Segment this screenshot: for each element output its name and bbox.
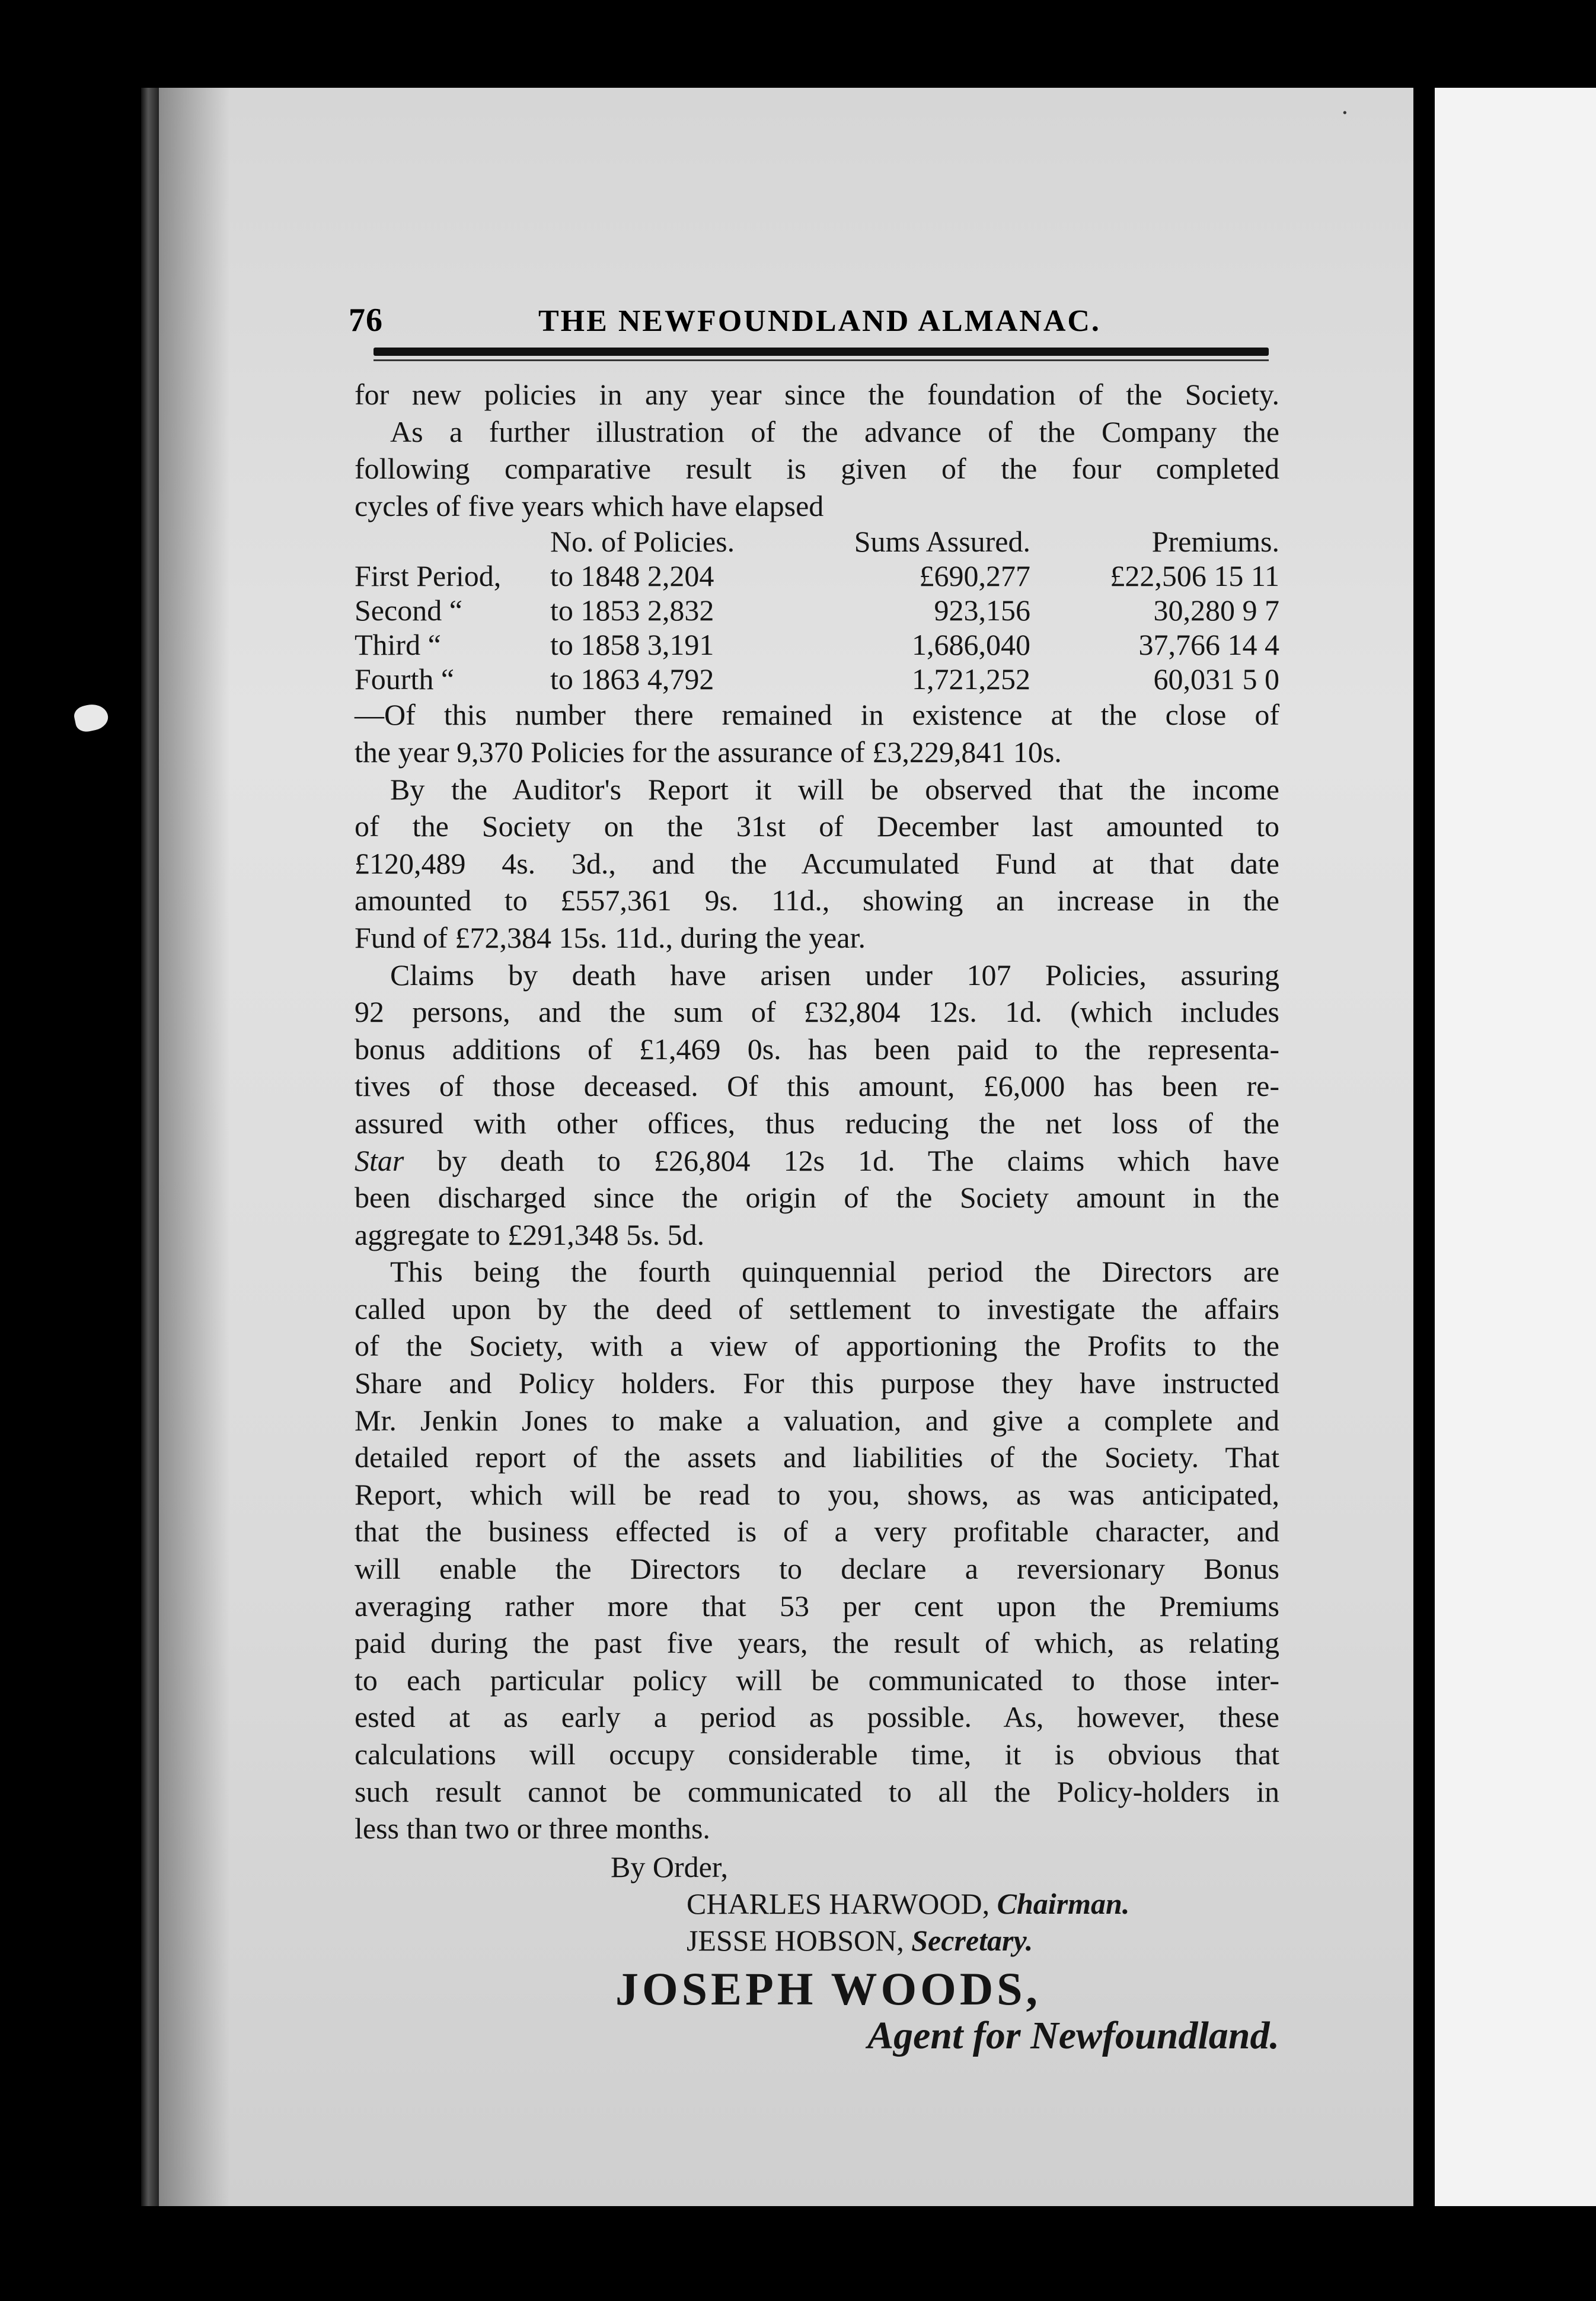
text-line: that the business effected is of a very profitable character, and <box>355 1515 1279 1548</box>
text-line: to each particular policy will be communicated to those inter- <box>355 1663 1279 1697</box>
period-cell: Third “ <box>355 628 441 662</box>
paper-stain <box>72 702 110 734</box>
column-header-policies: No. of Policies. <box>550 525 735 559</box>
policies-cell: to 1853 2,832 <box>550 594 714 627</box>
text-line: Share and Policy holders. For this purpose they have instructed <box>355 1366 1279 1400</box>
text-line: cycles of five years which have elapsed <box>355 489 824 522</box>
column-header-sums: Sums Assured. <box>854 525 1030 559</box>
text-line: Claims by death have arisen under 107 Policies, assuring <box>390 958 1279 992</box>
facing-page-edge <box>1435 88 1596 2206</box>
text-line: By the Auditor's Report it will be observed that the income <box>390 772 1279 806</box>
text-line: averaging rather more that 53 per cent upon the Premiums <box>355 1589 1279 1623</box>
policies-cell: to 1863 4,792 <box>550 662 714 696</box>
text-line: Report, which will be read to you, shows, as was anticipated, <box>355 1477 1279 1511</box>
table-row <box>355 559 1279 593</box>
chairman-line <box>355 1885 1279 1922</box>
text-line: This being the fourth quinquennial period the Directors are <box>390 1255 1279 1289</box>
agent-title-line <box>355 2013 1279 2058</box>
premiums-cell: 37,766 14 4 <box>1138 628 1279 662</box>
text-line: will enable the Directors to declare a reversionary Bonus <box>355 1552 1279 1586</box>
text-line: As a further illustration of the advance of the Company the <box>390 415 1279 448</box>
table-row <box>355 662 1279 696</box>
text-line: less than two or three months. <box>355 1812 710 1846</box>
text-line: of the Society, with a view of apportioning the Profits to the <box>355 1329 1279 1363</box>
table-row <box>355 627 1279 662</box>
header-rule-thin <box>374 359 1269 361</box>
text-line: calculations will occupy considerable time, it is obvious that <box>355 1738 1279 1771</box>
running-title: THE NEWFOUNDLAND ALMANAC. <box>538 304 1101 338</box>
page-gutter-shadow <box>159 88 230 2206</box>
page-body <box>355 376 1279 2058</box>
sums-cell: 923,156 <box>934 594 1030 627</box>
text-line: for new policies in any year since the foundation of the Society. <box>355 378 1279 411</box>
table-row <box>355 593 1279 627</box>
period-cell: First Period, <box>355 559 502 593</box>
secretary-title: Secretary. <box>911 1923 1033 1957</box>
text-line-rest: by death to £26,804 12s 1d. The claims which have <box>437 1143 1279 1177</box>
text-line: Mr. Jenkin Jones to make a valuation, and give a complete and <box>355 1403 1279 1437</box>
paragraph-1 <box>355 376 1279 524</box>
secretary-line <box>355 1922 1279 1959</box>
premiums-cell: 30,280 9 7 <box>1153 594 1279 627</box>
text-line: Fund of £72,384 15s. 11d., during the year. <box>355 920 866 954</box>
text-line: 92 persons, and the sum of £32,804 12s. 1d. (which includes <box>355 995 1279 1029</box>
book-spine <box>141 88 159 2206</box>
sums-cell: £690,277 <box>919 559 1030 593</box>
text-line: the year 9,370 Policies for the assurance of £3,229,841 10s. <box>355 735 1062 769</box>
policies-cell: to 1848 2,204 <box>550 559 714 593</box>
text-line: of the Society on the 31st of December last amounted to <box>355 810 1279 843</box>
text-line: been discharged since the origin of the Society amount in the <box>355 1181 1279 1215</box>
paragraph-2 <box>355 696 1279 770</box>
text-line <box>355 1142 1279 1180</box>
paragraph-5 <box>355 1253 1279 1847</box>
agent-title: Agent for Newfoundland. <box>867 2013 1279 2057</box>
text-line: called upon by the deed of settlement to investigate the affairs <box>355 1292 1279 1325</box>
sums-cell: 1,721,252 <box>912 662 1030 696</box>
text-line: assured with other offices, thus reducing the net loss of the <box>355 1106 1279 1140</box>
text-line: amounted to £557,361 9s. 11d., showing an increase in the <box>355 884 1279 917</box>
paragraph-4 <box>355 957 1279 1254</box>
page-header <box>349 301 1273 343</box>
secretary-name: JESSE HOBSON, <box>687 1923 904 1957</box>
column-header-premiums: Premiums. <box>1151 525 1279 559</box>
corner-mark: · <box>1341 100 1349 127</box>
italic-word: Star <box>355 1143 404 1177</box>
period-cell: Second “ <box>355 594 462 627</box>
text-line: detailed report of the assets and liabilities of the Society. That <box>355 1440 1279 1474</box>
sums-cell: 1,686,040 <box>912 628 1030 662</box>
by-order: By Order, <box>611 1850 728 1883</box>
text-line: following comparative result is given of the four completed <box>355 452 1279 486</box>
period-cell: Fourth “ <box>355 662 455 696</box>
table-header-row <box>355 524 1279 559</box>
paragraph-3 <box>355 771 1279 957</box>
text-line: tives of those deceased. Of this amount, £6,000 has been re- <box>355 1069 1279 1103</box>
text-line: ested at as early a period as possible. As, however, these <box>355 1700 1279 1734</box>
premiums-cell: £22,506 15 11 <box>1110 559 1279 593</box>
chairman-title: Chairman. <box>997 1886 1130 1920</box>
policies-cell: to 1858 3,191 <box>550 628 714 662</box>
text-line: aggregate to £291,348 5s. 5d. <box>355 1218 705 1251</box>
policy-cycles-table <box>355 524 1279 696</box>
premiums-cell: 60,031 5 0 <box>1153 662 1279 696</box>
text-line: bonus additions of £1,469 0s. has been paid to the representa- <box>355 1032 1279 1066</box>
agent-name: JOSEPH WOODS, <box>615 1962 1042 2015</box>
chairman-name: CHARLES HARWOOD, <box>687 1886 990 1920</box>
text-line: —Of this number there remained in existence at the close of <box>355 698 1279 732</box>
header-rule <box>374 348 1269 356</box>
text-line: such result cannot be communicated to all the Policy-holders in <box>355 1774 1279 1808</box>
page-number: 76 <box>349 302 383 339</box>
text-line: £120,489 4s. 3d., and the Accumulated Fund at that date <box>355 846 1279 880</box>
text-line: paid during the past five years, the result of which, as relating <box>355 1626 1279 1660</box>
signature-block <box>355 1849 1279 1959</box>
